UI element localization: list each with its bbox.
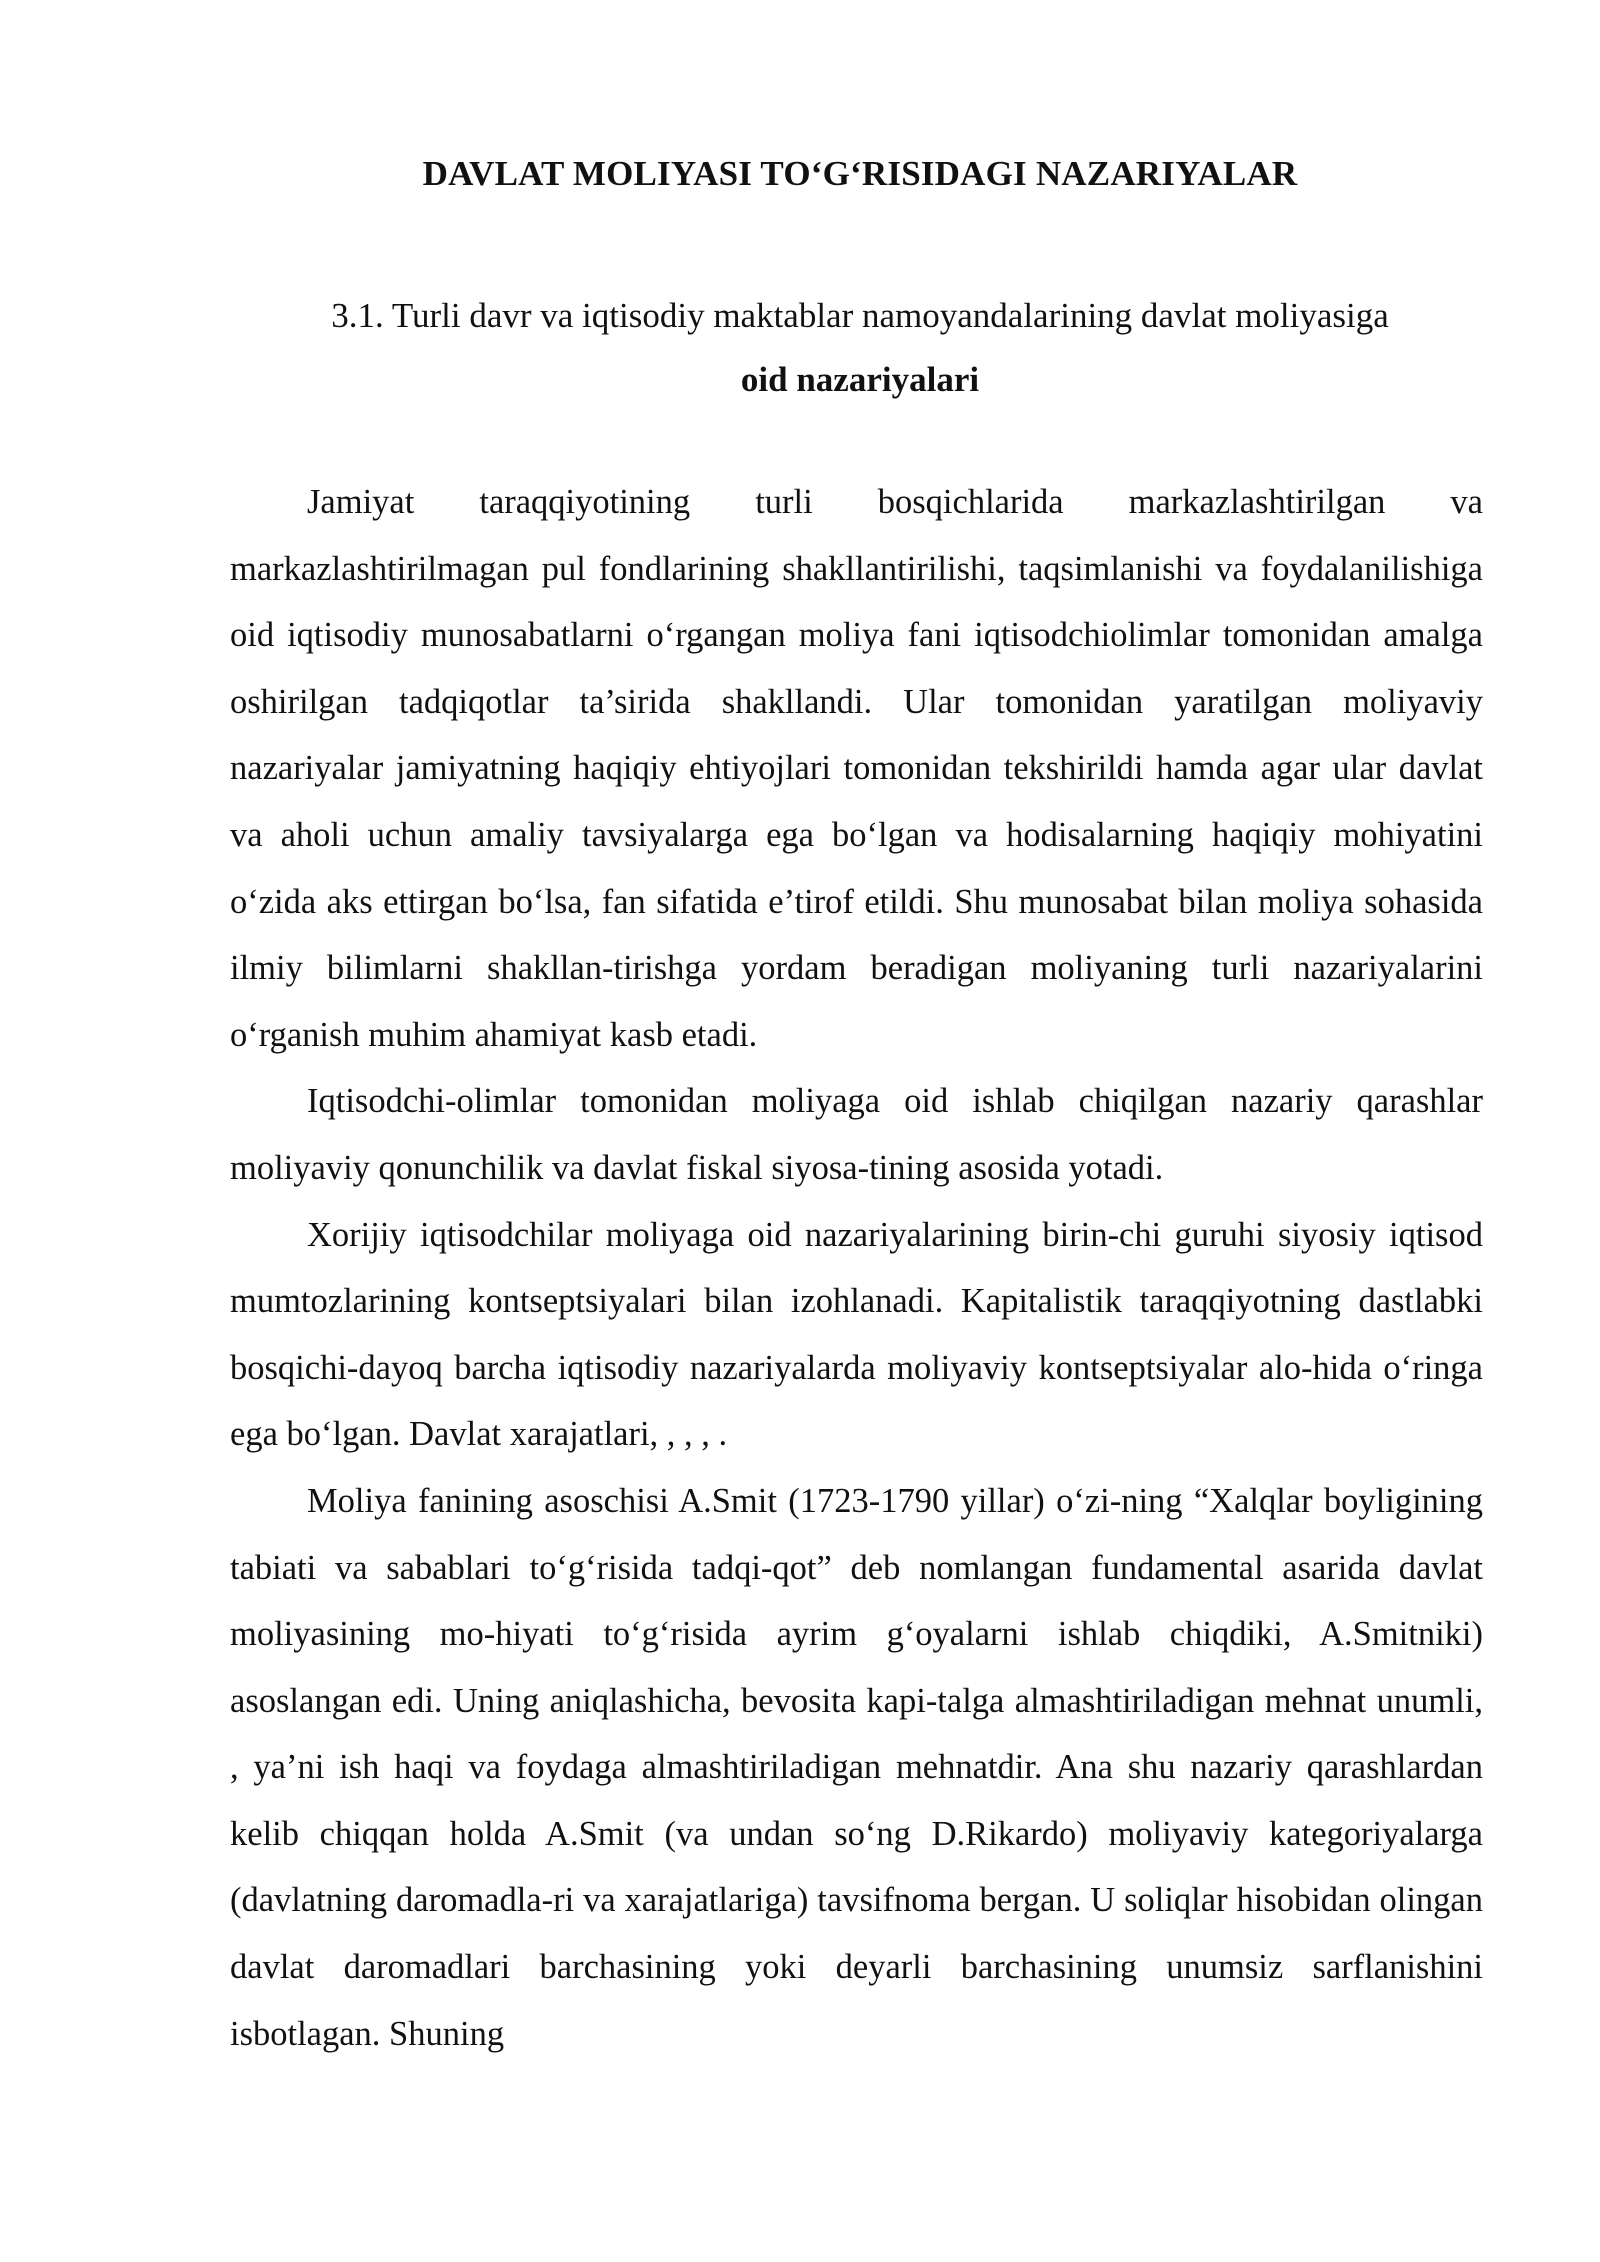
paragraph-1: Jamiyat taraqqiyotining turli bosqichlarida markazlashtirilgan va markazlashtirilmagan pul fondlarining shakllantirilishi, taqsimlanishi va foydalanilishiga oid iqtisodiy munosabatlarni o‘rgangan moliya fani iqtisodchiolimlar tomonidan amalga oshirilgan tadqiqotlar ta’sirida shakllandi. Ular tomonidan yaratilgan moliyaviy nazariyalar jamiyatning haqiqiy ehtiyojlari tomonidan tekshirildi hamda agar ular davlat va aholi uchun amaliy tavsiyalarga ega bo‘lgan va hodisalarning haqiqiy mohiyatini o‘zida aks ettirgan bo‘lsa, fan sifatida e’tirof etildi. Shu munosabat bilan moliya sohasida ilmiy bilimlarni shakllan-tirishga yordam beradigan moliyaning turli nazariyalarini o‘rganish muhim ahamiyat kasb etadi. — [230, 483, 1483, 1054]
section-heading-line-2: oid nazariyalari — [740, 360, 980, 399]
paragraph-2: Iqtisodchi-olimlar tomonidan moliyaga oid ishlab chiqilgan nazariy qarashlar moliyaviy qonunchilik va davlat fiskal siyosa-tining asosida yotadi. — [230, 1082, 1483, 1187]
paragraph-4: Moliya fanining asoschisi A.Smit (1723-1790 yillar) o‘zi-ning “Xalqlar boyligining tabiati va sabablari to‘g‘risida tadqi-qot” deb nomlangan fundamental asarida davlat moliyasining mo-hiyati to‘g‘risida ayrim g‘oyalarni ishlab chiqdiki, A.Smitniki) asoslangan edi. Uning aniqlashicha, bevosita kapi-talga almashtiriladigan mehnat unumli, , ya’ni ish haqi va foydaga almashtiriladigan mehnatdir. Ana shu nazariy qarashlardan kelib chiqqan holda A.Smit (va undan so‘ng D.Rikardo) moliyaviy kategoriyalarga (davlatning daromadla-ri va xarajatlariga) tavsifnoma bergan. U soliqlar hisobidan olingan davlat daromadlari barchasining yoki deyarli barchasining unumsiz sarflanishini isbotlagan. Shuning — [230, 1481, 1483, 2053]
document-title: DAVLAT MOLIYASI TO‘G‘RISIDAGI NAZARIYALAR — [422, 154, 1298, 193]
paragraph-3: Xorijiy iqtisodchilar moliyaga oid nazariyalarining birin-chi guruhi siyosiy iqtisod mumtozlarining kontseptsiyalari bilan izohlanadi. Kapitalistik taraqqiyotning dastlabki bosqichi-dayoq barcha iqtisodiy nazariyalarda moliyaviy kontseptsiyalar alo-hida o‘ringa ega bo‘lgan. Davlat xarajatlari, , , , . — [230, 1215, 1483, 1454]
section-heading-line-1: 3.1. Turli davr va iqtisodiy maktablar namoyandalarining davlat moliyasiga — [331, 296, 1389, 335]
body-text — [230, 469, 1483, 2067]
section-heading — [230, 284, 1490, 412]
